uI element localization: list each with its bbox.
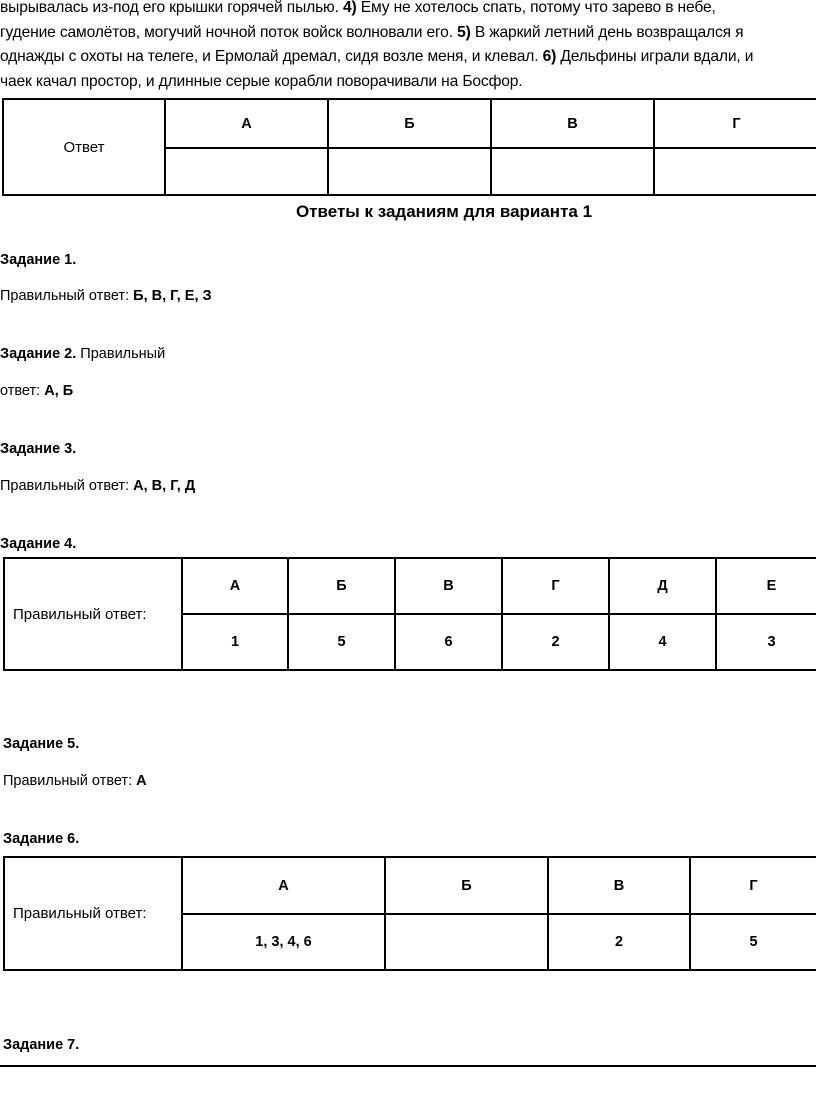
task-6-label: Правильный ответ:: [4, 857, 182, 970]
task-1-title: Задание 1.: [0, 252, 77, 268]
answer-prefix: Правильный ответ:: [0, 478, 134, 494]
answer-header: Б: [328, 99, 491, 148]
task-4-header: Е: [716, 558, 816, 614]
task-6-table: [3, 856, 816, 971]
answer-cell[interactable]: [491, 148, 654, 195]
task-4-value: 3: [716, 614, 816, 670]
answer-prefix: Правильный ответ:: [3, 773, 137, 789]
task-6-value: 5: [690, 914, 816, 970]
intro-text-part: однажды с охоты на телеге, и Ермолай дремал, сидя возле меня, и клевал.: [0, 48, 543, 65]
answer-prefix: ответ:: [0, 383, 45, 399]
task-4-value: 2: [502, 614, 609, 670]
task-1-answer: Б, В, Г, Е, З: [133, 288, 212, 304]
answer-header: А: [165, 99, 328, 148]
task-4-title: Задание 4.: [0, 536, 77, 552]
intro-line: [0, 0, 816, 21]
task-5-answer-line: [3, 773, 147, 789]
task-4-value: 5: [288, 614, 395, 670]
answer-prefix: Правильный: [76, 346, 166, 362]
task-4-header: В: [395, 558, 502, 614]
sentence-number: 6): [542, 48, 557, 65]
sentence-number: 4): [342, 0, 357, 16]
intro-line: [0, 21, 816, 46]
task-3-title: Задание 3.: [0, 441, 77, 457]
intro-text-part: вырывалась из-под его крышки горячей пылью.: [0, 0, 343, 16]
intro-text-part: гудение самолётов, могучий ночной поток войск волновали его.: [0, 23, 458, 41]
answers-heading: Ответы к заданиям для варианта 1: [295, 202, 593, 221]
intro-text-part: В жаркий летний день возвращался я: [470, 23, 744, 41]
answer-cell[interactable]: [654, 148, 816, 195]
intro-line: [0, 45, 816, 70]
task-4-header: Д: [609, 558, 716, 614]
task-6-value: 2: [548, 914, 690, 970]
task-4-header: А: [182, 558, 288, 614]
task-6-title: Задание 6.: [3, 831, 80, 847]
task-2-title-line: [0, 346, 165, 362]
task-6-header: В: [548, 857, 690, 914]
task-6-header: Г: [690, 857, 816, 914]
intro-text-part: Ему не хотелось спать, потому что зарево в небе,: [356, 0, 716, 16]
sentence-number: 5): [457, 23, 471, 41]
task-4-value: 4: [609, 614, 716, 670]
task-6-header: Б: [385, 857, 548, 914]
task-4-table: [3, 557, 816, 671]
task-2-answer-line: [0, 383, 73, 399]
task-6-header: А: [182, 857, 385, 914]
task-6-value: 1, 3, 4, 6: [182, 914, 385, 970]
task-5-title: Задание 5.: [3, 736, 80, 752]
task-4-value: 6: [395, 614, 502, 670]
intro-line: [0, 70, 816, 95]
task-4-header: Г: [502, 558, 609, 614]
task-6-value: [385, 914, 548, 970]
answer-prefix: Правильный ответ:: [0, 288, 134, 304]
task-2-answer: А, Б: [44, 383, 74, 399]
task-4-label: Правильный ответ:: [4, 558, 182, 670]
task-3-answer-line: [0, 478, 195, 494]
task-4-value: 1: [182, 614, 288, 670]
answer-cell[interactable]: [328, 148, 491, 195]
answer-cell[interactable]: [165, 148, 328, 195]
task-7-table-top-border: [0, 1065, 816, 1067]
task-4-header: Б: [288, 558, 395, 614]
task-3-answer: А, В, Г, Д: [133, 478, 196, 494]
task-7-title: Задание 7.: [3, 1037, 80, 1053]
intro-text-part: Дельфины играли вдали, и: [556, 48, 754, 65]
intro-text: [0, 0, 816, 94]
answer-header: Г: [654, 99, 816, 148]
intro-text-part: чаек качал простор, и длинные серые корабли поворачивали на Босфор.: [0, 72, 523, 90]
answer-header: В: [491, 99, 654, 148]
task-1-answer-line: [0, 288, 212, 304]
answer-table: [2, 98, 816, 196]
answer-label: Ответ: [3, 99, 165, 195]
task-2-title: Задание 2.: [0, 346, 77, 362]
task-5-answer: А: [136, 773, 147, 789]
